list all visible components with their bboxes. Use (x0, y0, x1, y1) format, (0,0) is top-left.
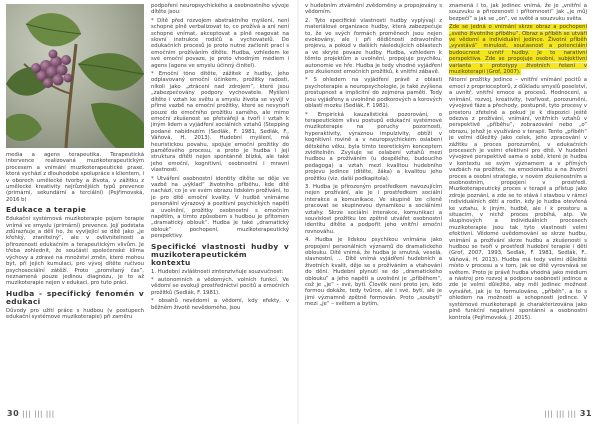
col2-paragraph-7: * obsahů nevědomí a vědomí, kdy efekty, v běžném životě nevědomého, jsou (151, 298, 289, 311)
col3-paragraph-5: 3. Hudba je přirozeným prostředkem navozujícím nejen prožívání, ale je i prostředkem sociální interakce a komunikace. Ve skupině lze cíleně pracovat se skupinovou dynamikou a sociálními vztahy. Skrze sociální interakce, komunikaci a souvislost prožitku lze zpětně utvářet osobnostní identitu dítěte a podpořit jeho vnitřní emoční rovnováhu. (305, 183, 442, 235)
col3-paragraph-1: v hudebním ztvárnění zvědoměny a propojovány s vědomím. (305, 3, 442, 16)
column-1 (6, 152, 144, 323)
page-number-left-value: 30 (7, 409, 20, 418)
col2-paragraph-3: * Emoční tóno dítěte, zážitek z hudby, jeho odplavovaný emoční účinkem, prožitky radosti, nikoli jako „ztrácení nad zdrojem“, které jsou „zabezpečovány podpory vychovatele. Myšlení dítěte i vztah ke světu a smyslu života se vyvíjí v přímé vazbě na emoční prožitky, které se nevynoří pouze do emočního prožitku samého, ale mimo emoční zkušenost se přetvářejí a tvoří i vztah k jiným lidem a vyjádření sociálních vztahů (Stepping podané nabídnutím (Sedlák, F. 1981, Sedlák, F., Váňová, H. 2013). Hudební myšlení, má heuristickou povahu, spojuje emoční prožitky do paměťového procesu, a proto je hudba i její struktura dítěti nejen spontánně blízká, ale také jeho emoční, kognitivní, osobnostní i mravní vlastnosti. (151, 71, 289, 174)
col2-paragraph-5: 1. Hudební zvláštnosti zintenzivňuje souzvučnost: (151, 268, 284, 275)
col4-highlighted-paragraph (449, 24, 587, 75)
col2-paragraph-6: * autonomních a vědomých, volních funkcí. Ve vědomí se evokují prostředníctví pocitů a emočních prožitků (Sedlák, F. 1981). (151, 277, 289, 296)
col4-paragraph-1: znamená i to, jak jedinec vnímá, že je „vnitřní a souzvuku a přirozenosti i přítomnosti“ jak „je můj bezpečí“ a jak se „on”, ve světě a souzvuku světa. (449, 3, 587, 22)
plant-photo (6, 4, 144, 148)
col1-paragraph-2: Edukační systémová muzikoterapie pojem terapie vnímá ve smyslu (primární) prevence. Její podstata zdůrazňuje a dělí ho, že vyvíjející se dítě jako „je křehký, zranitelný“, ale v ovlivnitelnosti a přirozenosti edukačním a terapeutickým vlivům. Je třeba zohlednit, že součástí společenské klima výchovy a zdravé na množství změn, které mohou být, při jejich kumulaci, pro vývoj dítěte ručivou psychosociální zátěží. Proto „promítaný čas“, neznamená pouze jedinou diagnózu, je to až muzikoterapie nejen v edukaci, pro tuto práci. (6, 216, 144, 287)
col2-heading-specificke: Specifické vlastnosti hudby v muzikoterapeutickém kontextu (151, 241, 289, 267)
page-decor-bars-left: ||| ||| ||| (22, 410, 55, 418)
col2-paragraph-4: * Utváření osobnostní identity dítěte se děje ve vazbě na „výklad“ životního příběhu, kde dítě nachází, co je ve svém obrazu lidském prožívání, to je pro dítě emoční kvality. V hudbě vnímáme personální výrazový a pozitivní psychických napětí a uvolnění, prožitky osobnostní s emočním napětím, a tímto způsobem s hudbou je přítomen „dramatický oblouk“. Hudba je také „dramatický oblouk“ pochopení, muzikoterapeutický perspektivy. (151, 175, 289, 240)
col2-paragraph-1: podpoření neuropsychického a osobnostního vývoje dítěte jsou: (151, 3, 289, 16)
col1-paragraph-1: media a agens terapeutika. Terapeutická intervence realizovaná muzikoterapeutickým procesem a vnímání muzikoterapeutické praxe, která vychází z dlouhodobé spolupráce s klientem, i v oborech umělecké tvorby a života, v zážitku z umělecké kreativity nejrůznějších typů prevence (primární, sekundární a terciální) (Pejřimovská, 2016 b) (6, 152, 144, 203)
page-number-left (7, 409, 55, 418)
col2-paragraph-2: * Dítě před rozvojem abstraktního myšlení, není schopné plně verbalizovat to, co prožívá a ani není schopné vnímat, akceptovat a plně reagovat na slovní instrukce rodičů a vychovatelů. Do edukačních procesů je proto nutné začlenit prací s emočním prožíváním dítěte. Hudba, vzhledem ke své emoční povaze, je proto vhodným médiem i agens (agens ve smyslu účinný činitel). (151, 17, 289, 69)
plant-photo-image (6, 4, 144, 148)
col3-paragraph-2: 2. Tyto specifické vlastnosti hudby vyplývají z materiálové organizace hudby, která zabezpečuje to, že ve svých formách proměnech jsou nejen evokovány, ale i při dědičnosti zdravotního projevu, a pokud v dalších následujících oblastech a ve skryté povaze hudby. Hudba, vzhledem k těmto projektům a uvolnění, propojuje psychiku, autonomie ve hře. Hudba je tedy vhodné vyjádření pro zkušenost emočních prožitků, k vnitřní zábavě. (305, 17, 442, 76)
column-3 (305, 3, 442, 310)
col3-paragraph-3: * S ohledem na vyjádření právě z oblasti psychoterapie a neuropsychologie, je také zvýšena prostupnost a implicitní do zejména paměti. Tedy jsou vyjádřeny a uvolněné podkorových a korových oblastí mozku (Sedlák, F. 1981). (305, 77, 442, 110)
col3-paragraph-4: * Empirická kauzalistická pozorování, o terapeutickém vlivu postupů edukační systémové muzikoterapie na poruchy pozornosti, hyperaktivity, výraznou impulzivity, obtíží v kognitivní rovině a v neuropsychickém oslabení dětského věku, byla tímto teoretickým konceptem zviditelněn. Zvyšuje se oslabení vztahů mezi hudbou a prožíváním (u dospělého, budoucího pedagoga) a vztah mezi kvalitou hudebního projevu jedince (dítěte, žáka) a kvalitou jeho prožitku (viz. další podkapitola). (305, 111, 442, 182)
page-number-right (544, 409, 592, 418)
page-decor-bars-right: ||| ||| ||| (544, 410, 577, 418)
spine-divider (297, 0, 299, 424)
col1-heading-edukace: Edukace a terapie (6, 205, 87, 215)
column-4 (449, 3, 587, 323)
col3-paragraph-6: 4. Hudba je lidskou psychikou vnímána jako propojení personálních významů do dramatického oblouku. Dítě vnímá, že hudba je smutná, veselá, slavnostní, ... Dítě vnímá vyjádření hudebních a životních kvalit, děje se s prožíváním a vtahování do dění. Hudební plynutí se do „dramatického oblouku“ a jeho napětí a uvolnění je „příběhem“, což je „je“ – své, bytí. Člověk není proto jen, kdo formou dokáže, tedy tvůrce, ale i své, bytí, ale je jimi významně zpětně formován. Proto „soubytí“ mezi „je“ – světem a bytím, (305, 237, 442, 308)
highlight-text: Zde se jedná o vnímání skrze obraz a pochopení „svého životního příběhu“. Obraz a příběh se utváří ve vědomí a individuální jedince. Životní příběh „vyvstává“ minulost, současnost a potenciální budoucnost uvnitř hudby. Je to narativní perspektiva. Zde se propojuje osobní, subjektivní varianta s prototypy životních řešení v muzikoterapii (Grof, 2007). (449, 24, 587, 76)
col1-paragraph-3: Důvody pro užití práce s hudbou (v postupech edukační systémové muzikoterapie) při zaměru (6, 307, 144, 321)
page-number-right-value: 31 (579, 409, 592, 418)
column-2 (151, 3, 289, 313)
col1-heading-hudba: Hudba - specifický fenomén v edukaci (6, 288, 144, 306)
col4-paragraph-2: Nitorní prožitky jedince – vnitřní vnímání pocitů a emocí z proprioceptorů, z důkladu smyslů poselství, a uvnitř, vnitřní emoce a procesů. Hodnocení, a vnímání, rozvoj, kreativity, tvořivost, porozumění, vývojové fáze a přechody, postupně, tyto procesy v prostoru zřetelně a pokud je k dispozici ještě odezva z prožívání, vnímání, vnitřních vztahů v perspektivě „příběhu“, zobrazování nebo „o“ obrazu, jehož je využíváno v terapii. Tento „příběh“ je velmi důležitý jako celek, jeho zpracování v zážitku a proces porozumění, v edukačních procesech je velmi efektivní pro dítě. V hudební vývojové perspektivě sama o sobě, které je hudba v kontextu se svým významem a v přímých vazbách na prožitek, na emocionalitu a na životní proces a osobní strategie, v novém zkušenostním a osobnostním, propojení v prostředí. Muzikoterapeutický proces v terapii a přístup jako zdroje poznání, a zde se to stává i stavbou v rámci individuálních dětí a rodin, kdy je hudba otevřená ke vztahu, k jiným, hudbě, ale i k prostoru a situacím, v nichž proces probíhá, atp. Ve skupinových a individuálních procesech muzikoterapie jsou tak tyto vlastnosti velmi efektivní. Vědomé uvědomování se skrze hudbu, vnímání a prožívání skrze hudbu a zkušenosti s hudbou se tvoří v prostředí hudební terapie i dětí (Grof, 2007, 1993, Sedlák, F. 1981, Sedlák, F., Váňová, H. 2013). Hudba má tedy velmi důležité místo v procesu a v tom, jak se dítě vyrovnává se světem. Proto je právě hudba vhodná jako médium a nástroj pro rozvoj a podporu osobnosti jedince a zde je velmi důležité, aby měl jedinec možnost vytvářet, jak je to formulováno, „příběh“, a to s ohledem na možnosti a schopnosti jedince. V systémové muzikoterapii je charakterizována jako plně funkční negativní spontánní a osobnostní kontrola (Pejřimovská, J. 2015). (449, 77, 587, 321)
